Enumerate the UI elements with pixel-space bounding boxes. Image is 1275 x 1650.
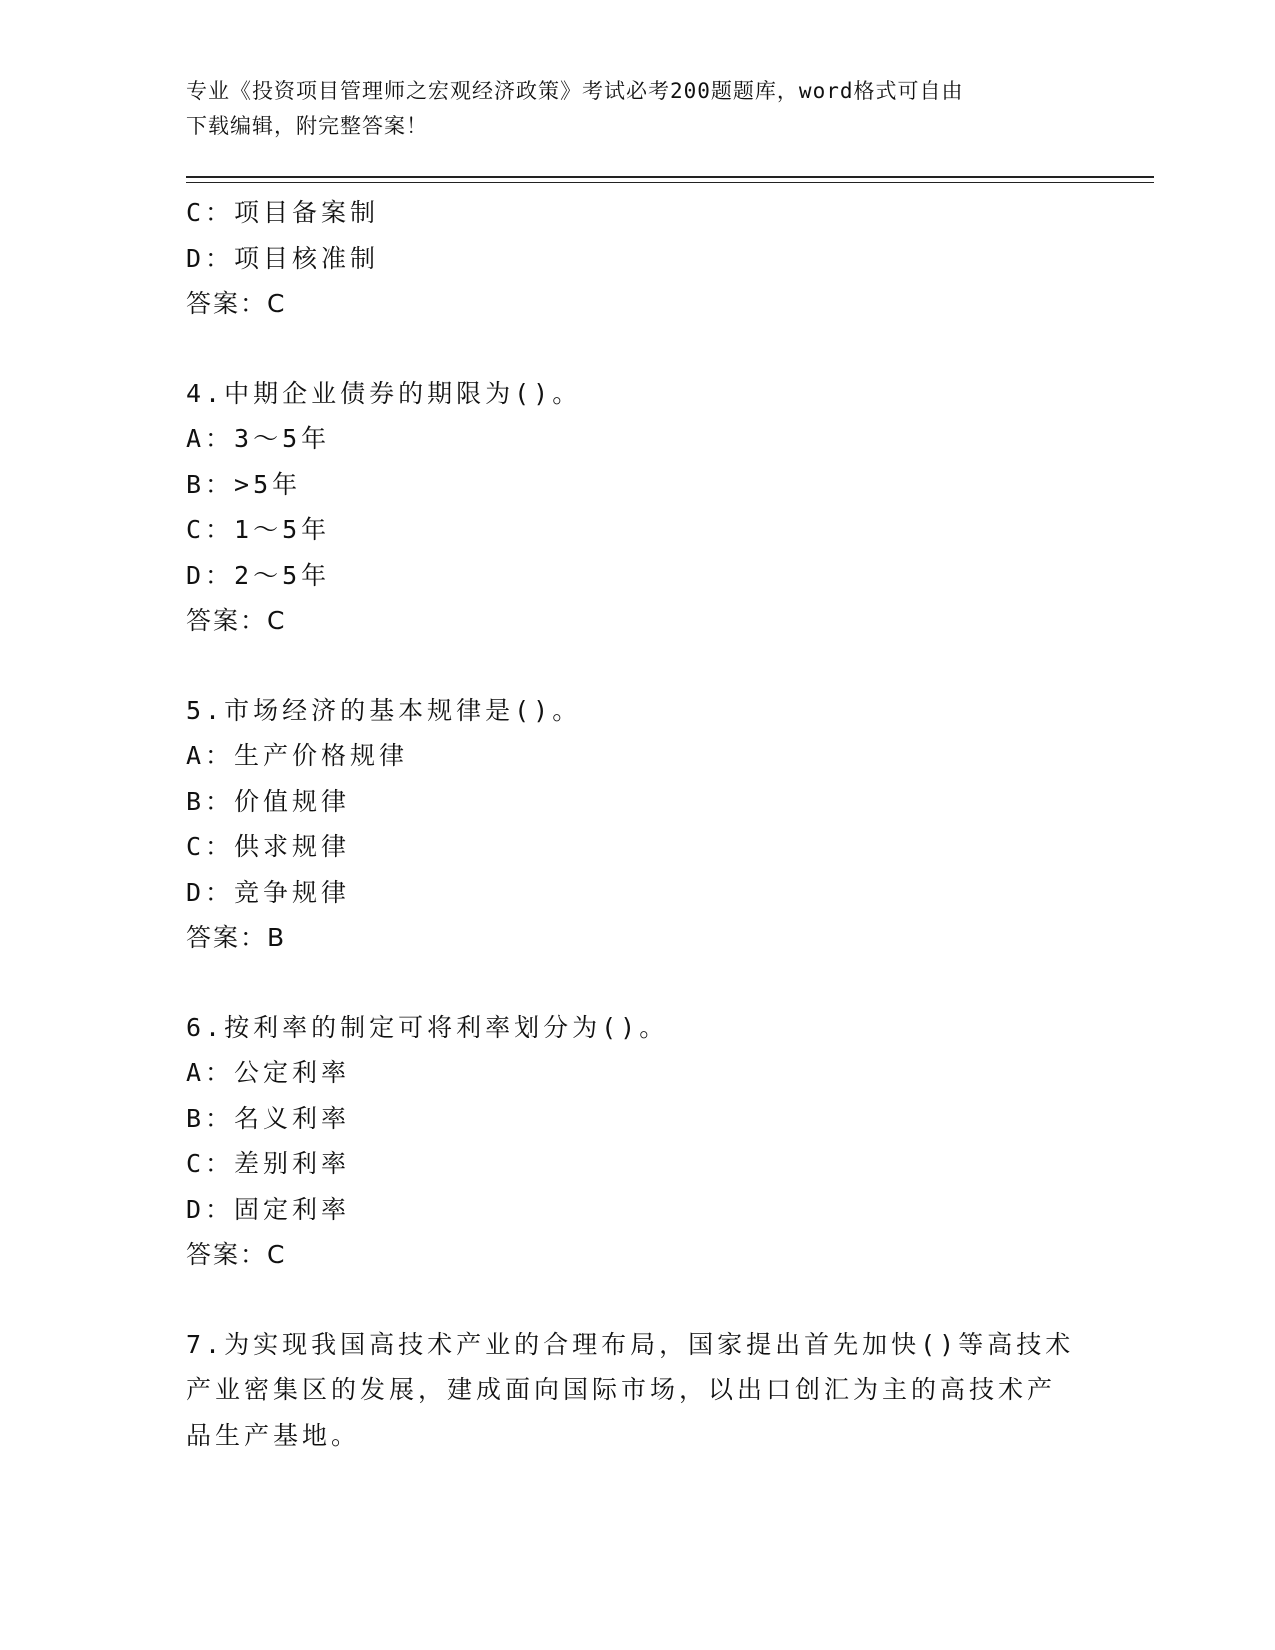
question-7 xyxy=(186,1322,1075,1459)
question-stem-line-2: 产业密集区的发展，建成面向国际市场，以出口创汇为主的高技术产 xyxy=(186,1375,1057,1404)
answer-line: 答案：C xyxy=(186,289,287,318)
question-5 xyxy=(186,688,1066,961)
option-c: C：差别利率 xyxy=(186,1149,351,1178)
option-a: A：3～5年 xyxy=(186,424,331,453)
answer-line: 答案：B xyxy=(186,923,287,952)
option-b: B：名义利率 xyxy=(186,1103,351,1133)
option-b: B：>5年 xyxy=(186,469,302,499)
header-divider-thin xyxy=(186,182,1154,183)
document-header xyxy=(186,74,1066,144)
option-c: C：1～5年 xyxy=(186,515,331,544)
option-b: B：价值规律 xyxy=(186,786,351,816)
option-a: A：生产价格规律 xyxy=(186,741,409,770)
answer-line: 答案：C xyxy=(186,606,287,635)
option-a: A：公定利率 xyxy=(186,1058,351,1087)
question-stem: 4.中期企业债券的期限为()。 xyxy=(186,378,582,408)
answer-line: 答案：C xyxy=(186,1240,287,1269)
header-line-1: 专业《投资项目管理师之宏观经济政策》考试必考200题题库，word格式可自由 xyxy=(186,79,964,103)
header-line-2: 下载编辑，附完整答案！ xyxy=(186,114,428,138)
question-stem: 5.市场经济的基本规律是()。 xyxy=(186,695,582,725)
option-d: D：项目核准制 xyxy=(186,243,380,273)
option-d: D：2～5年 xyxy=(186,560,331,590)
option-d: D：竞争规律 xyxy=(186,877,351,907)
question-stem-line-1: 7.为实现我国高技术产业的合理布局，国家提出首先加快()等高技术 xyxy=(186,1329,1075,1359)
question-4 xyxy=(186,371,1066,644)
question-stem: 6.按利率的制定可将利率划分为()。 xyxy=(186,1012,669,1042)
option-c: C：供求规律 xyxy=(186,832,351,861)
question-6 xyxy=(186,1005,1066,1278)
option-d: D：固定利率 xyxy=(186,1194,351,1224)
header-divider-thick xyxy=(186,176,1154,178)
question-list xyxy=(186,190,1075,1458)
question-stem-line-3: 品生产基地。 xyxy=(186,1420,361,1450)
option-c: C：项目备案制 xyxy=(186,198,380,227)
question-block-prev xyxy=(186,190,1066,327)
